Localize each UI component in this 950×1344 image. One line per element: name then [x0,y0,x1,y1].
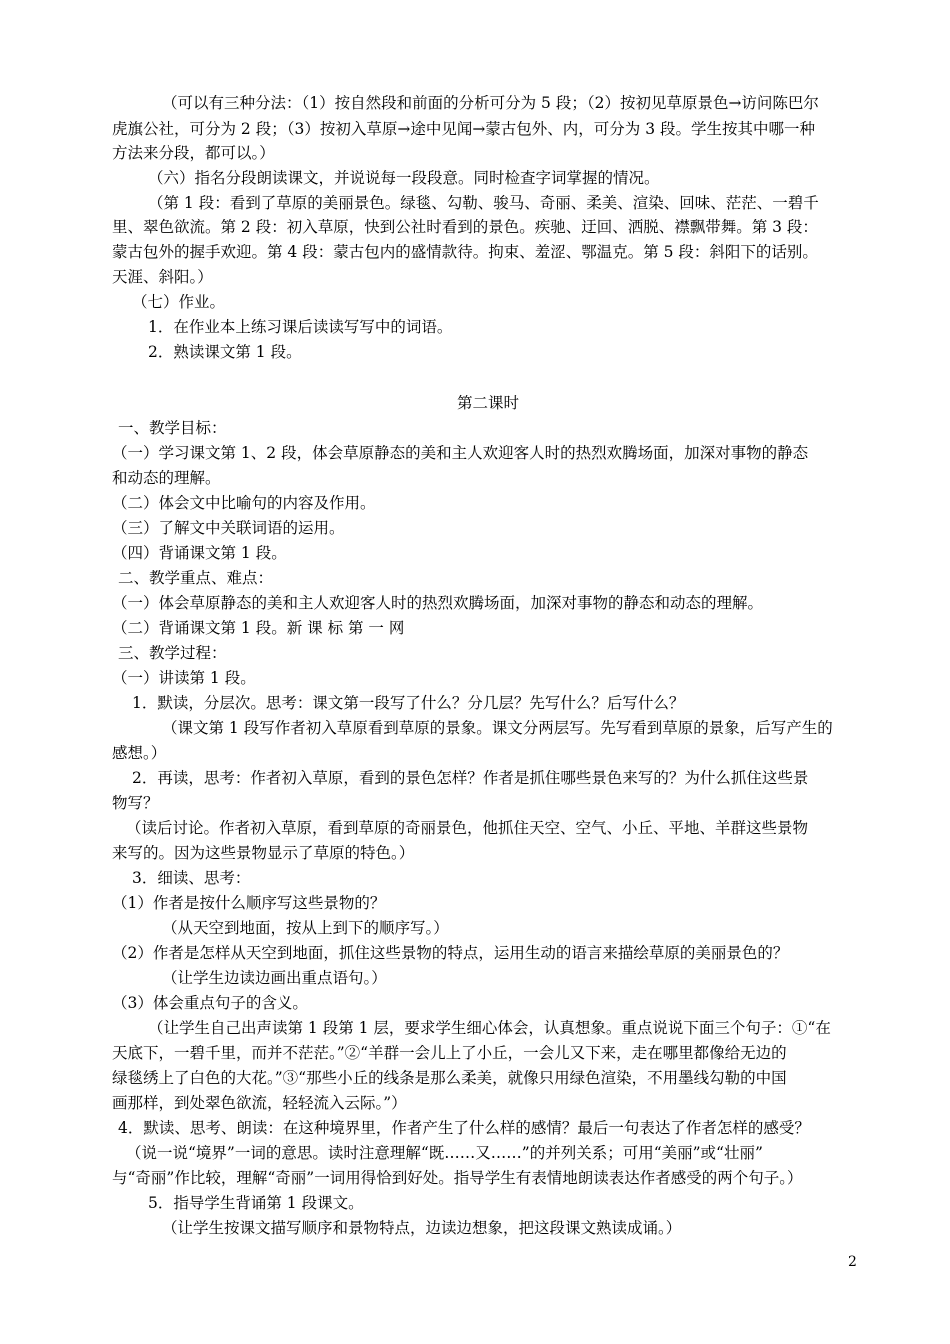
text-line: （第 1 段：看到了草原的美丽景色。绿毯、勾勒、骏马、奇丽、柔美、渲染、回味、茫茫、一碧千 [148,194,819,212]
text-line: （从天空到地面，按从上到下的顺序写。） [162,919,449,937]
text-line: （二）背诵课文第 1 段。新 课 标 第 一 网 [112,619,405,637]
text-line: 2．再读，思考：作者初入草原，看到的景色怎样？作者是抓住哪些景色来写的？为什么抓住这些景 [132,769,809,787]
text-line: 与“奇丽”作比较，理解“奇丽”一词用得恰到好处。指导学生有表情地朗读表达作者感受的两个句子。） [112,1169,803,1187]
text-line: 绿毯绣上了白色的大花。”③“那些小丘的线条是那么柔美，就像只用绿色渲染，不用墨线勾勒的中国 [112,1069,787,1087]
text-line: 来写的。因为这些景物显示了草原的特色。） [112,844,415,862]
text-line: 方法来分段，都可以。） [112,144,275,162]
text-line: 三、教学过程： [118,644,227,662]
text-line: 天涯、斜阳。） [112,268,213,286]
text-line: 1．默读，分层次。思考：课文第一段写了什么？分几层？先写什么？后写什么？ [132,694,685,712]
text-line: 蒙古包外的握手欢迎。第 4 段：蒙古包内的盛情款待。拘束、羞涩、鄂温克。第 5 段：斜阳下的话别。 [112,243,818,261]
text-line: 1．在作业本上练习课后读读写写中的词语。 [148,318,453,336]
text-line: （一）学习课文第 1、2 段，体会草原静态的美和主人欢迎客人时的热烈欢腾场面，加深对事物的静态 [112,444,809,462]
text-line: （让学生按课文描写顺序和景物特点，边读边想象，把这段课文熟读成诵。） [162,1219,682,1237]
text-line: （1）作者是按什么顺序写这些景物的？ [112,894,386,912]
text-line: 5．指导学生背诵第 1 段课文。 [148,1194,364,1212]
text-line: 里、翠色欲流。第 2 段：初入草原，快到公社时看到的景色。疾驰、迂回、洒脱、襟飘带舞。第 3 段： [112,218,818,236]
text-line: 2．熟读课文第 1 段。 [148,343,302,361]
text-line: （读后讨论。作者初入草原，看到草原的奇丽景色，他抓住天空、空气、小丘、平地、羊群这些景物 [126,819,809,837]
text-line: （让学生自己出声读第 1 段第 1 层，要求学生细心体会，认真想象。重点说说下面三个句子：①“在 [148,1019,831,1037]
text-line: （课文第 1 段写作者初入草原看到草原的景象。课文分两层写。先写看到草原的景象，后写产生的 [162,719,833,737]
text-line: 物写？ [112,794,159,812]
text-line: 画那样，到处翠色欲流，轻轻流入云际。”） [112,1094,407,1112]
text-line: （三）了解文中关联词语的运用。 [112,519,345,537]
text-line: （一）体会草原静态的美和主人欢迎客人时的热烈欢腾场面，加深对事物的静态和动态的理解。 [112,594,764,612]
page-number: 2 [848,1254,857,1270]
section-heading: 第二课时 [456,394,519,412]
text-line: 4．默读、思考、朗读：在这种境界里，作者产生了什么样的感情？最后一句表达了作者怎样的感受？ [118,1119,810,1137]
text-line: 虎旗公社，可分为 2 段；（3）按初入草原→途中见闻→蒙古包外、内，可分为 3 段。学生按其中哪一种 [112,120,816,138]
text-line: （可以有三种分法：（1）按自然段和前面的分析可分为 5 段；（2）按初见草原景色→访问陈巴尔 [162,94,819,112]
text-line: （一）讲读第 1 段。 [112,669,256,687]
text-line: （让学生边读边画出重点语句。） [162,969,387,987]
text-line: （说一说“境界”一词的意思。读时注意理解“既……又……”的并列关系；可用“美丽”或“壮丽” [126,1144,763,1162]
text-line: 二、教学重点、难点： [118,569,274,587]
text-line: 3．细读、思考： [132,869,251,887]
text-line: （3）体会重点句子的含义。 [112,994,308,1012]
text-line: （二）体会文中比喻句的内容及作用。 [112,494,376,512]
text-line: （六）指名分段朗读课文，并说说每一段段意。同时检查字词掌握的情况。 [148,169,660,187]
text-line: 感想。） [112,744,167,762]
text-line: 一、教学目标： [118,419,227,437]
text-line: （七）作业。 [132,293,226,311]
text-line: （2）作者是怎样从天空到地面，抓住这些景物的特点，运用生动的语言来描绘草原的美丽景色的？ [112,944,789,962]
text-line: 天底下，一碧千里，而并不茫茫。”②“羊群一会儿上了小丘，一会儿又下来，走在哪里都像给无边的 [112,1044,787,1062]
text-line: 和动态的理解。 [112,469,221,487]
text-line: （四）背诵课文第 1 段。 [112,544,287,562]
